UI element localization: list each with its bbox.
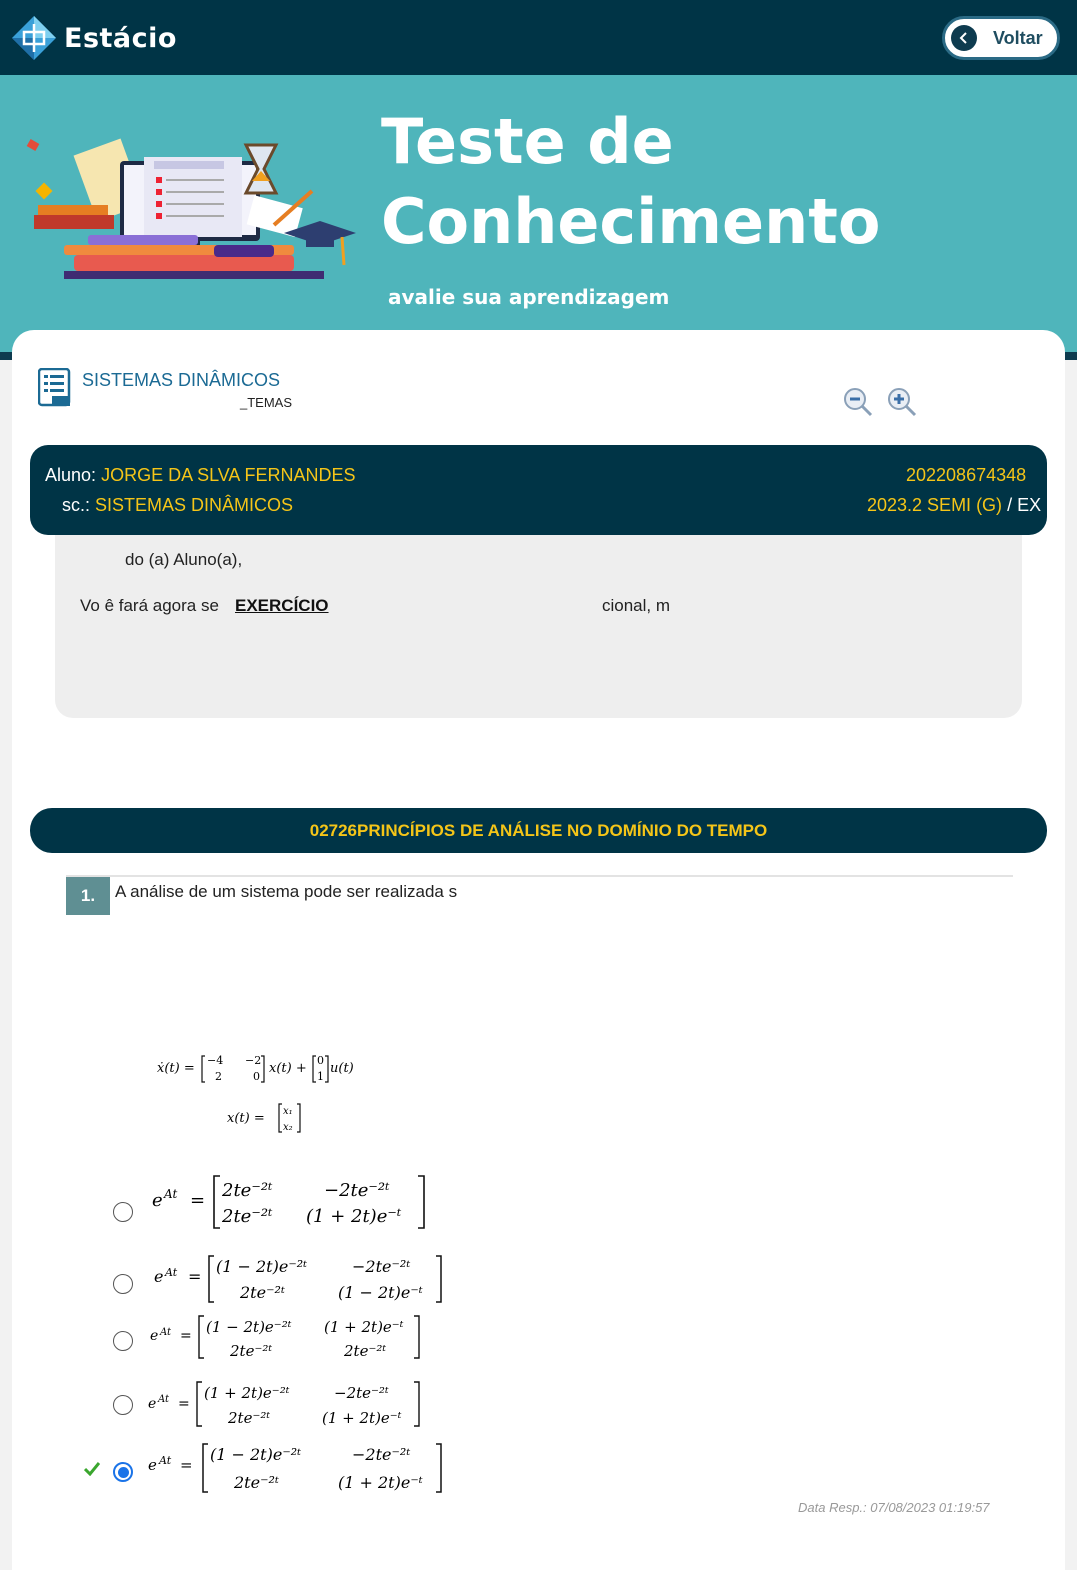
student-id-row (906, 465, 1026, 486)
question-number: 1. (66, 877, 110, 915)
svg-text:e: e (150, 1328, 159, 1344)
subject-tag: _TEMAS (240, 395, 293, 410)
svg-text:e: e (154, 1267, 164, 1286)
svg-text:(1 + 2t)e⁻²ᵗ: (1 + 2t)e⁻²ᵗ (204, 1384, 290, 1402)
student-name-row (45, 465, 355, 486)
chevron-left-icon (951, 25, 977, 51)
response-date: Data Resp.: 07/08/2023 01:19:57 (798, 1500, 990, 1515)
subject-title: SISTEMAS DINÂMICOS (82, 370, 281, 390)
svg-text:(1 + 2t)e⁻ᵗ: (1 + 2t)e⁻ᵗ (338, 1473, 423, 1492)
notice-text-start: Vo ê fará agora se (80, 596, 219, 615)
svg-text:2te⁻²ᵗ: 2te⁻²ᵗ (222, 1180, 273, 1201)
student-info-bar (30, 445, 1047, 535)
option-radio-5[interactable] (113, 1462, 133, 1482)
svg-text:2te⁻²ᵗ: 2te⁻²ᵗ (240, 1283, 285, 1302)
svg-text:(1 − 2t)e⁻²ᵗ: (1 − 2t)e⁻²ᵗ (216, 1257, 308, 1276)
exercise-link[interactable]: EXERCÍCIO (235, 596, 329, 615)
svg-text:0: 0 (317, 1054, 324, 1067)
svg-text:=: = (190, 1190, 206, 1211)
option-formula-4 (146, 1378, 436, 1430)
student-name: JORGE DA SLVA FERNANDES (101, 465, 356, 485)
option-formula-3 (148, 1312, 438, 1362)
document-list-icon (38, 368, 72, 408)
study-illustration (24, 105, 364, 290)
svg-text:2te⁻²ᵗ: 2te⁻²ᵗ (230, 1342, 273, 1360)
page-title-line2: Conhecimento (381, 185, 881, 258)
period-suffix: EX (1017, 495, 1042, 515)
option-radio-2[interactable] (113, 1274, 133, 1294)
svg-text:−4: −4 (207, 1054, 224, 1067)
svg-text:2te⁻²ᵗ: 2te⁻²ᵗ (222, 1206, 273, 1227)
svg-text:−2: −2 (245, 1054, 262, 1067)
state-equation (157, 1050, 387, 1086)
svg-text:At: At (159, 1454, 172, 1467)
svg-text:At: At (158, 1394, 170, 1405)
zoom-out-icon[interactable] (842, 386, 874, 418)
svg-text:−2te⁻²ᵗ: −2te⁻²ᵗ (352, 1445, 411, 1464)
state-vector (227, 1100, 317, 1136)
svg-text:(1 − 2t)e⁻ᵗ: (1 − 2t)e⁻ᵗ (338, 1283, 423, 1302)
page-title (381, 102, 941, 262)
svg-text:−2te⁻²ᵗ: −2te⁻²ᵗ (334, 1384, 389, 1402)
svg-text:u(t): u(t) (330, 1061, 354, 1076)
svg-text:2te⁻²ᵗ: 2te⁻²ᵗ (228, 1409, 271, 1427)
page-title-line1: Teste de (381, 105, 674, 178)
svg-text:0: 0 (253, 1070, 260, 1083)
svg-text:At: At (164, 1187, 178, 1201)
back-button-label: Voltar (993, 27, 1043, 48)
notice-greeting: do (a) Aluno(a), (125, 550, 243, 569)
student-id: 202208674348 (906, 465, 1027, 485)
discipline-name: SISTEMAS DINÂMICOS (95, 495, 294, 515)
svg-text:=: = (178, 1396, 190, 1412)
svg-text:ẋ(t) =: ẋ(t) = (157, 1061, 195, 1076)
svg-text:x(t) =: x(t) = (227, 1111, 265, 1126)
logo-text: Estácio (64, 22, 177, 54)
svg-text:=: = (180, 1456, 193, 1474)
section-title: 02726PRINCÍPIOS DE ANÁLISE NO DOMÍNIO DO TEMPO (309, 820, 768, 840)
period-row (867, 495, 1041, 516)
svg-text:(1 + 2t)e⁻ᵗ: (1 + 2t)e⁻ᵗ (324, 1318, 404, 1336)
svg-text:e: e (148, 1396, 157, 1412)
correct-check-icon (84, 1462, 100, 1476)
top-bar (0, 0, 1077, 75)
option-radio-4[interactable] (113, 1395, 133, 1415)
svg-text:(1 + 2t)e⁻ᵗ: (1 + 2t)e⁻ᵗ (306, 1206, 402, 1227)
svg-text:x(t) +: x(t) + (269, 1061, 307, 1076)
zoom-in-icon[interactable] (886, 386, 918, 418)
option-radio-3[interactable] (113, 1331, 133, 1351)
discipline-label: sc.: (62, 495, 91, 515)
svg-text:(1 − 2t)e⁻²ᵗ: (1 − 2t)e⁻²ᵗ (206, 1318, 292, 1336)
svg-text:−2te⁻²ᵗ: −2te⁻²ᵗ (352, 1257, 411, 1276)
svg-text:e: e (152, 1190, 163, 1211)
svg-text:2te⁻²ᵗ: 2te⁻²ᵗ (344, 1342, 387, 1360)
option-formula-5 (146, 1440, 446, 1496)
svg-text:−2te⁻²ᵗ: −2te⁻²ᵗ (324, 1180, 390, 1201)
svg-text:x₁: x₁ (283, 1106, 293, 1117)
svg-text:e: e (148, 1456, 157, 1474)
svg-text:=: = (180, 1328, 192, 1344)
svg-text:1: 1 (317, 1070, 324, 1083)
svg-text:=: = (188, 1267, 202, 1286)
notice-text-end: cional, m (602, 596, 671, 615)
section-header (30, 808, 1047, 853)
estacio-logo[interactable] (10, 14, 177, 62)
option-radio-1[interactable] (113, 1202, 133, 1222)
svg-text:(1 + 2t)e⁻ᵗ: (1 + 2t)e⁻ᵗ (322, 1409, 402, 1427)
page-subtitle: avalie sua aprendizagem (388, 285, 670, 309)
estacio-logo-icon (10, 14, 58, 62)
option-formula-1 (152, 1170, 442, 1234)
svg-text:At: At (160, 1327, 172, 1338)
svg-text:2: 2 (215, 1070, 222, 1083)
option-formula-2 (152, 1250, 452, 1306)
period-separator: / (1002, 495, 1018, 515)
aluno-label: Aluno: (45, 465, 97, 485)
question-divider (66, 875, 1013, 877)
discipline-row (62, 495, 293, 516)
svg-text:At: At (165, 1266, 178, 1279)
svg-text:2te⁻²ᵗ: 2te⁻²ᵗ (234, 1473, 279, 1492)
period-value: 2023.2 SEMI (G) (867, 495, 1003, 515)
question-text: A análise de um sistema pode ser realizada s (115, 882, 458, 901)
back-button[interactable] (942, 16, 1060, 60)
svg-text:(1 − 2t)e⁻²ᵗ: (1 − 2t)e⁻²ᵗ (210, 1445, 302, 1464)
svg-text:x₂: x₂ (283, 1122, 293, 1133)
